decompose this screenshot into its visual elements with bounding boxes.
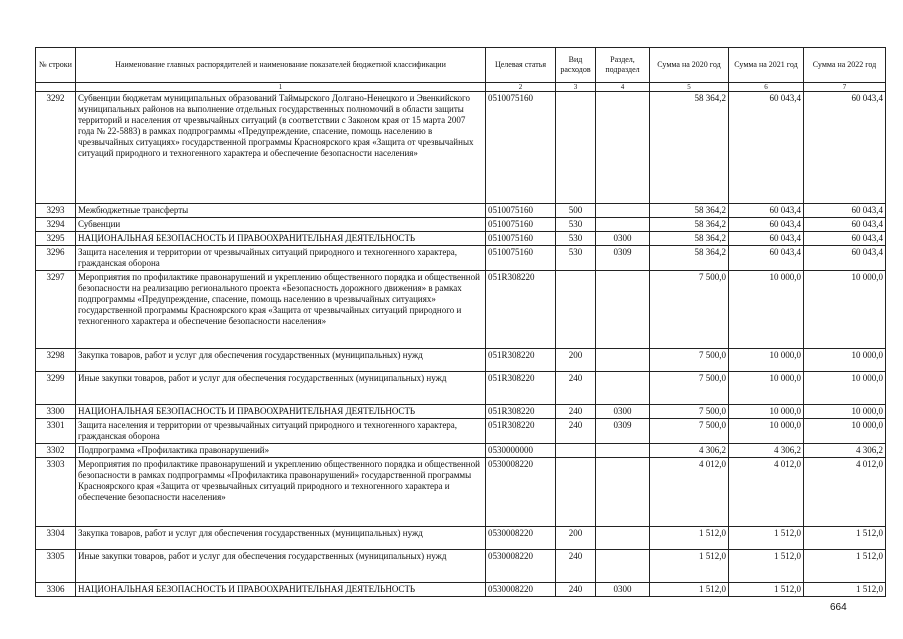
amount-2020: 7 500,0 xyxy=(650,349,729,372)
header-cell: Наименование главных распорядителей и наименование показателей бюджетной классификации xyxy=(76,48,486,83)
row-number: 3306 xyxy=(36,583,76,597)
amount-2022: 60 043,4 xyxy=(804,218,886,232)
row-number: 3298 xyxy=(36,349,76,372)
target-article: 0530000000 xyxy=(486,444,556,458)
amount-2020: 58 364,2 xyxy=(650,92,729,204)
row-number: 3300 xyxy=(36,405,76,419)
amount-2021: 60 043,4 xyxy=(729,218,804,232)
target-article: 0530008220 xyxy=(486,458,556,527)
expense-type xyxy=(556,271,596,349)
row-number: 3302 xyxy=(36,444,76,458)
amount-2021: 60 043,4 xyxy=(729,92,804,204)
table-row xyxy=(36,349,886,372)
expense-type: 240 xyxy=(556,550,596,583)
amount-2020: 58 364,2 xyxy=(650,218,729,232)
expense-type: 530 xyxy=(556,218,596,232)
amount-2020: 4 306,2 xyxy=(650,444,729,458)
amount-2020: 7 500,0 xyxy=(650,372,729,405)
target-article: 0510075160 xyxy=(486,232,556,246)
target-article: 0510075160 xyxy=(486,218,556,232)
page-number: 664 xyxy=(830,602,847,613)
row-number: 3294 xyxy=(36,218,76,232)
column-number-row xyxy=(36,83,886,92)
expense-type: 530 xyxy=(556,232,596,246)
budget-table xyxy=(35,47,886,597)
target-article: 051R308220 xyxy=(486,405,556,419)
column-number: 1 xyxy=(76,83,486,92)
expense-type: 200 xyxy=(556,349,596,372)
column-number: 2 xyxy=(486,83,556,92)
section-code xyxy=(596,458,650,527)
target-article: 0510075160 xyxy=(486,204,556,218)
row-name: Защита населения и территории от чрезвычайных ситуаций природного и техногенного характера, гражданская оборона xyxy=(76,419,486,444)
header-cell: Целевая статья xyxy=(486,48,556,83)
amount-2020: 7 500,0 xyxy=(650,405,729,419)
expense-type xyxy=(556,444,596,458)
amount-2021: 60 043,4 xyxy=(729,232,804,246)
table-row xyxy=(36,271,886,349)
target-article: 0510075160 xyxy=(486,92,556,204)
section-code: 0300 xyxy=(596,232,650,246)
expense-type: 240 xyxy=(556,419,596,444)
amount-2022: 10 000,0 xyxy=(804,419,886,444)
target-article: 0530008220 xyxy=(486,583,556,597)
budget-document xyxy=(35,47,885,597)
amount-2022: 4 306,2 xyxy=(804,444,886,458)
target-article: 051R308220 xyxy=(486,349,556,372)
amount-2020: 7 500,0 xyxy=(650,271,729,349)
table-row xyxy=(36,458,886,527)
amount-2022: 10 000,0 xyxy=(804,349,886,372)
expense-type: 240 xyxy=(556,583,596,597)
row-number: 3303 xyxy=(36,458,76,527)
section-code xyxy=(596,444,650,458)
column-number: 7 xyxy=(804,83,886,92)
row-name: Защита населения и территории от чрезвычайных ситуаций природного и техногенного характера, гражданская оборона xyxy=(76,246,486,271)
amount-2022: 10 000,0 xyxy=(804,271,886,349)
section-code xyxy=(596,204,650,218)
table-row xyxy=(36,550,886,583)
section-code: 0309 xyxy=(596,246,650,271)
table-row xyxy=(36,583,886,597)
section-code: 0309 xyxy=(596,419,650,444)
section-code xyxy=(596,92,650,204)
row-name: Субвенции xyxy=(76,218,486,232)
amount-2021: 1 512,0 xyxy=(729,550,804,583)
amount-2021: 4 012,0 xyxy=(729,458,804,527)
target-article: 0530008220 xyxy=(486,527,556,550)
amount-2022: 1 512,0 xyxy=(804,583,886,597)
section-code xyxy=(596,218,650,232)
column-number: 4 xyxy=(596,83,650,92)
target-article: 0510075160 xyxy=(486,246,556,271)
amount-2021: 1 512,0 xyxy=(729,583,804,597)
expense-type: 200 xyxy=(556,527,596,550)
table-row xyxy=(36,419,886,444)
amount-2022: 10 000,0 xyxy=(804,372,886,405)
expense-type: 530 xyxy=(556,246,596,271)
section-code xyxy=(596,349,650,372)
table-row xyxy=(36,527,886,550)
amount-2021: 60 043,4 xyxy=(729,246,804,271)
expense-type xyxy=(556,458,596,527)
column-number: 6 xyxy=(729,83,804,92)
amount-2022: 10 000,0 xyxy=(804,405,886,419)
expense-type: 500 xyxy=(556,204,596,218)
amount-2022: 60 043,4 xyxy=(804,204,886,218)
table-row xyxy=(36,218,886,232)
row-name: Закупка товаров, работ и услуг для обеспечения государственных (муниципальных) нужд xyxy=(76,349,486,372)
expense-type: 240 xyxy=(556,372,596,405)
row-name: Иные закупки товаров, работ и услуг для обеспечения государственных (муниципальных) нужд xyxy=(76,550,486,583)
amount-2022: 1 512,0 xyxy=(804,550,886,583)
amount-2021: 10 000,0 xyxy=(729,405,804,419)
header-cell: Раздел, подраздел xyxy=(596,48,650,83)
section-code xyxy=(596,527,650,550)
row-number: 3305 xyxy=(36,550,76,583)
table-body xyxy=(36,92,886,597)
header-cell: Сумма на 2022 год xyxy=(804,48,886,83)
column-number: 3 xyxy=(556,83,596,92)
amount-2020: 1 512,0 xyxy=(650,527,729,550)
amount-2021: 10 000,0 xyxy=(729,271,804,349)
expense-type xyxy=(556,92,596,204)
row-name: НАЦИОНАЛЬНАЯ БЕЗОПАСНОСТЬ И ПРАВООХРАНИТЕЛЬНАЯ ДЕЯТЕЛЬНОСТЬ xyxy=(76,405,486,419)
table-row xyxy=(36,204,886,218)
row-name: Закупка товаров, работ и услуг для обеспечения государственных (муниципальных) нужд xyxy=(76,527,486,550)
amount-2020: 7 500,0 xyxy=(650,419,729,444)
row-number: 3297 xyxy=(36,271,76,349)
amount-2020: 58 364,2 xyxy=(650,246,729,271)
amount-2020: 4 012,0 xyxy=(650,458,729,527)
row-name: Подпрограмма «Профилактика правонарушений» xyxy=(76,444,486,458)
row-name: Мероприятия по профилактике правонарушений и укреплению общественного порядка и общественной безопасности на реализацию регионального проекта «Безопасность дорожного движения» в рамках подпрограммы «Предупреждение, спасение, помощь населению в чрезвычайных ситуациях» государственной программы Красноярского края «Защита от чрезвычайных ситуаций природного и техногенного характера и обеспечение безопасности населения» xyxy=(76,271,486,349)
header-cell: Сумма на 2020 год xyxy=(650,48,729,83)
amount-2022: 60 043,4 xyxy=(804,232,886,246)
amount-2021: 1 512,0 xyxy=(729,527,804,550)
row-number: 3301 xyxy=(36,419,76,444)
row-name: Субвенции бюджетам муниципальных образований Таймырского Долгано-Ненецкого и Эвенкийского муниципальных районов на выполнение отдельных государственных полномочий в области защиты территорий и населения от чрезвычайных ситуаций (в соответствии с Законом края от 15 марта 2007 года № 22-5883) в рамках подпрограммы «Предупреждение, спасение, помощь населению в чрезвычайных ситуациях» государственной программы Красноярского края «Защита от чрезвычайных ситуаций природного и техногенного характера и обеспечение безопасности населения» xyxy=(76,92,486,204)
row-name: НАЦИОНАЛЬНАЯ БЕЗОПАСНОСТЬ И ПРАВООХРАНИТЕЛЬНАЯ ДЕЯТЕЛЬНОСТЬ xyxy=(76,583,486,597)
column-number xyxy=(36,83,76,92)
section-code xyxy=(596,271,650,349)
row-name: НАЦИОНАЛЬНАЯ БЕЗОПАСНОСТЬ И ПРАВООХРАНИТЕЛЬНАЯ ДЕЯТЕЛЬНОСТЬ xyxy=(76,232,486,246)
amount-2021: 60 043,4 xyxy=(729,204,804,218)
amount-2022: 4 012,0 xyxy=(804,458,886,527)
column-number: 5 xyxy=(650,83,729,92)
table-row xyxy=(36,405,886,419)
section-code xyxy=(596,372,650,405)
section-code: 0300 xyxy=(596,405,650,419)
target-article: 051R308220 xyxy=(486,372,556,405)
header-cell: № строки xyxy=(36,48,76,83)
row-number: 3299 xyxy=(36,372,76,405)
table-row xyxy=(36,232,886,246)
row-number: 3295 xyxy=(36,232,76,246)
header-cell: Сумма на 2021 год xyxy=(729,48,804,83)
amount-2022: 60 043,4 xyxy=(804,92,886,204)
section-code xyxy=(596,550,650,583)
section-code: 0300 xyxy=(596,583,650,597)
amount-2020: 1 512,0 xyxy=(650,550,729,583)
expense-type: 240 xyxy=(556,405,596,419)
row-number: 3296 xyxy=(36,246,76,271)
row-name: Мероприятия по профилактике правонарушений и укреплению общественного порядка и общественной безопасности в рамках подпрограммы «Профилактика правонарушений» государственной программы Красноярского края «Защита от чрезвычайных ситуаций природного и техногенного характера и обеспечение безопасности населения» xyxy=(76,458,486,527)
row-name: Иные закупки товаров, работ и услуг для обеспечения государственных (муниципальных) нужд xyxy=(76,372,486,405)
row-number: 3304 xyxy=(36,527,76,550)
target-article: 051R308220 xyxy=(486,419,556,444)
amount-2021: 10 000,0 xyxy=(729,419,804,444)
row-number: 3292 xyxy=(36,92,76,204)
amount-2021: 10 000,0 xyxy=(729,349,804,372)
header-cell: Вид расходов xyxy=(556,48,596,83)
header-row xyxy=(36,48,886,83)
table-row xyxy=(36,246,886,271)
amount-2022: 1 512,0 xyxy=(804,527,886,550)
target-article: 0530008220 xyxy=(486,550,556,583)
table-row xyxy=(36,444,886,458)
row-number: 3293 xyxy=(36,204,76,218)
row-name: Межбюджетные трансферты xyxy=(76,204,486,218)
target-article: 051R308220 xyxy=(486,271,556,349)
amount-2020: 58 364,2 xyxy=(650,204,729,218)
amount-2020: 1 512,0 xyxy=(650,583,729,597)
table-row xyxy=(36,92,886,204)
amount-2020: 58 364,2 xyxy=(650,232,729,246)
amount-2021: 4 306,2 xyxy=(729,444,804,458)
amount-2021: 10 000,0 xyxy=(729,372,804,405)
table-row xyxy=(36,372,886,405)
amount-2022: 60 043,4 xyxy=(804,246,886,271)
